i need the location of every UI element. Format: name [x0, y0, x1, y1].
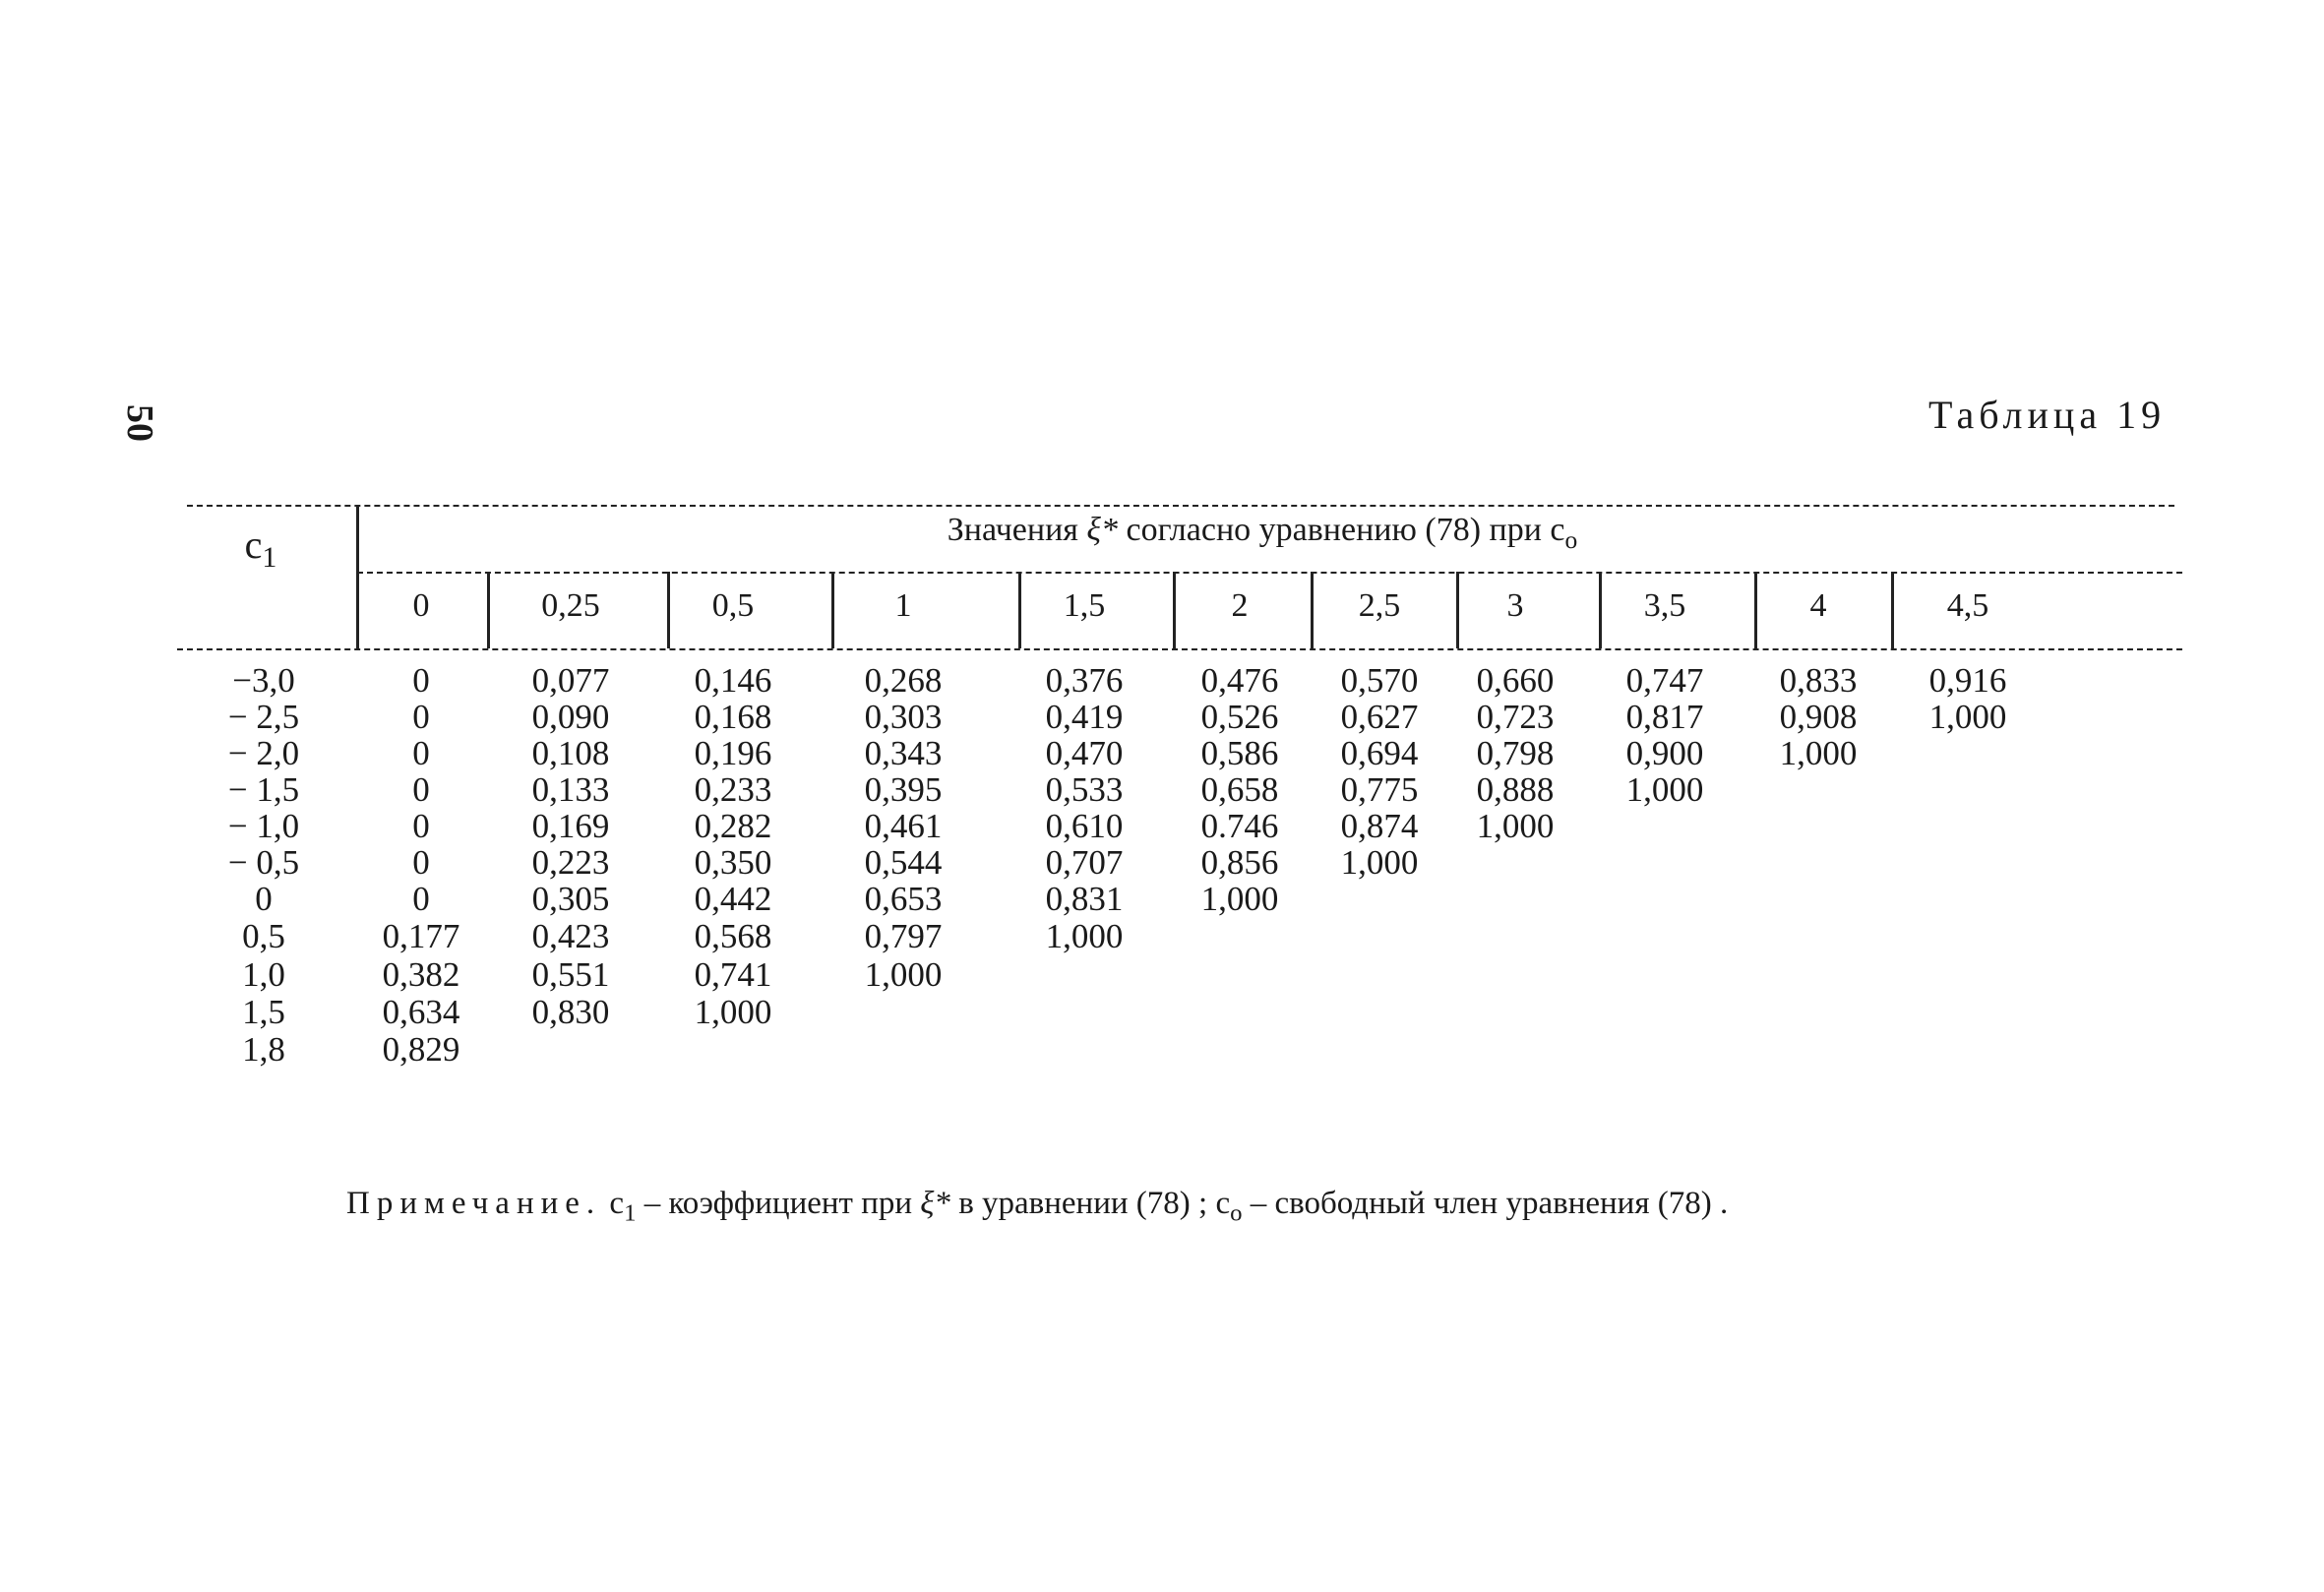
- table-top-rule: [187, 505, 2174, 507]
- table-cell: 0,168: [694, 698, 772, 736]
- column-header: 3: [1506, 587, 1524, 624]
- table-cell: 0,660: [1476, 661, 1555, 700]
- table-cell: 0: [412, 770, 430, 809]
- table-cell: 0,305: [531, 880, 610, 918]
- table-cell: 0,169: [531, 807, 610, 845]
- table-cell: 0: [412, 661, 430, 700]
- row-label: − 1,5: [227, 770, 300, 809]
- table-cell: 0,874: [1340, 807, 1419, 845]
- table-cell: 0,747: [1625, 661, 1704, 700]
- table-cell: 0,775: [1340, 770, 1419, 809]
- table-cell: 0,133: [531, 770, 610, 809]
- row-label: 1,0: [242, 955, 285, 994]
- row-label: − 1,0: [227, 807, 300, 845]
- note-label: Примечание.: [346, 1186, 602, 1221]
- table-cell: 0: [412, 698, 430, 736]
- table-cell: 0,634: [382, 993, 460, 1031]
- table-cell: 0,350: [694, 843, 772, 882]
- xi-symbol: ξ*: [920, 1186, 950, 1221]
- table-cell: 0,461: [864, 807, 943, 845]
- row-label: − 0,5: [227, 843, 300, 882]
- column-header: 3,5: [1643, 587, 1686, 624]
- table-cell: 0,303: [864, 698, 943, 736]
- table-cell: 0,196: [694, 734, 772, 772]
- column-header: 4,5: [1946, 587, 1989, 624]
- table-cell: 0: [412, 734, 430, 772]
- table-cell: 0.746: [1200, 807, 1279, 845]
- column-header: 2: [1231, 587, 1249, 624]
- table-cell: 1,000: [694, 993, 772, 1031]
- column-divider: [1311, 572, 1314, 648]
- table-cell: 1,000: [864, 955, 943, 994]
- row-label: − 2,5: [227, 698, 300, 736]
- group-header-rule: [357, 572, 2182, 574]
- table-cell: 0,526: [1200, 698, 1279, 736]
- column-divider: [1599, 572, 1602, 648]
- table-cell: 0,829: [382, 1030, 460, 1069]
- table-cell: 0,723: [1476, 698, 1555, 736]
- xi-symbol: ξ*: [1086, 512, 1118, 548]
- column-header: 0,25: [541, 587, 600, 624]
- table-cell: 0,382: [382, 955, 460, 994]
- column-header: 1,5: [1063, 587, 1106, 624]
- column-divider: [1018, 572, 1021, 648]
- group-header: Значения ξ* согласно уравнению (78) при $c_o$: [947, 512, 1578, 554]
- table-cell: 0,376: [1045, 661, 1124, 700]
- table-cell: 0: [412, 843, 430, 882]
- table-cell: 0,908: [1779, 698, 1858, 736]
- table-cell: 0,658: [1200, 770, 1279, 809]
- row-label: 0,5: [242, 917, 285, 955]
- table-cell: 0,817: [1625, 698, 1704, 736]
- table-cell: 0,470: [1045, 734, 1124, 772]
- table-cell: 0,268: [864, 661, 943, 700]
- row-label: 1,5: [242, 993, 285, 1031]
- table-note: Примечание. $c_1$ – коэффициент при ξ* в уравнении (78) ; $c_o$ – свободный член уравнения (78) .: [346, 1186, 1729, 1227]
- row-label: − 2,0: [227, 734, 300, 772]
- table-cell: 0: [412, 880, 430, 918]
- row-header-c1: $c_1$: [244, 522, 277, 574]
- table-cell: 0,177: [382, 917, 460, 955]
- table-cell: 0,916: [1928, 661, 2007, 700]
- table-cell: 0,741: [694, 955, 772, 994]
- row-label: −3,0: [232, 661, 295, 700]
- column-header: 2,5: [1358, 587, 1401, 624]
- column-divider: [487, 572, 490, 648]
- table-cell: 0,233: [694, 770, 772, 809]
- table-cell: 0,900: [1625, 734, 1704, 772]
- column-divider: [1456, 572, 1459, 648]
- table-cell: 0,544: [864, 843, 943, 882]
- column-divider: [1891, 572, 1894, 648]
- table-cell: 0,856: [1200, 843, 1279, 882]
- column-header: 0: [412, 587, 430, 624]
- row-header-divider: [356, 505, 359, 648]
- table-cell: 0,627: [1340, 698, 1419, 736]
- table-cell: 0,395: [864, 770, 943, 809]
- table-cell: 0,419: [1045, 698, 1124, 736]
- table-cell: 0,090: [531, 698, 610, 736]
- table-cell: 0,797: [864, 917, 943, 955]
- table-cell: 0,694: [1340, 734, 1419, 772]
- table-cell: 0,551: [531, 955, 610, 994]
- page-number: 50: [119, 404, 160, 442]
- table-cell: 0,568: [694, 917, 772, 955]
- column-header: 0,5: [711, 587, 755, 624]
- column-divider: [667, 572, 670, 648]
- table-cell: 1,000: [1045, 917, 1124, 955]
- table-cell: 0,476: [1200, 661, 1279, 700]
- table-cell: 0,282: [694, 807, 772, 845]
- column-header: 1: [894, 587, 912, 624]
- table-cell: 0,423: [531, 917, 610, 955]
- table-cell: 0,831: [1045, 880, 1124, 918]
- column-divider: [1173, 572, 1176, 648]
- table-cell: 1,000: [1200, 880, 1279, 918]
- table-cell: 0,610: [1045, 807, 1124, 845]
- table-cell: 1,000: [1476, 807, 1555, 845]
- table-cell: 1,000: [1340, 843, 1419, 882]
- table-cell: 0: [412, 807, 430, 845]
- table-cell: 0,653: [864, 880, 943, 918]
- table-cell: 0,888: [1476, 770, 1555, 809]
- table-cell: 0,833: [1779, 661, 1858, 700]
- table-cell: 0,108: [531, 734, 610, 772]
- table-cell: 0,223: [531, 843, 610, 882]
- table-cell: 1,000: [1779, 734, 1858, 772]
- table-cell: 1,000: [1625, 770, 1704, 809]
- table-cell: 0,570: [1340, 661, 1419, 700]
- table-cell: 0,343: [864, 734, 943, 772]
- row-label: 1,8: [242, 1030, 285, 1069]
- table-cell: 0,830: [531, 993, 610, 1031]
- column-divider: [831, 572, 834, 648]
- table-cell: 0,798: [1476, 734, 1555, 772]
- row-label: 0: [255, 880, 273, 918]
- column-divider: [1754, 572, 1757, 648]
- table-cell: 0,533: [1045, 770, 1124, 809]
- table-caption: Таблица 19: [1928, 393, 2167, 437]
- table-cell: 1,000: [1928, 698, 2007, 736]
- column-header: 4: [1809, 587, 1827, 624]
- header-bottom-rule: [177, 648, 2182, 650]
- table-cell: 0,146: [694, 661, 772, 700]
- table-cell: 0,442: [694, 880, 772, 918]
- table-cell: 0,586: [1200, 734, 1279, 772]
- table-cell: 0,707: [1045, 843, 1124, 882]
- table-cell: 0,077: [531, 661, 610, 700]
